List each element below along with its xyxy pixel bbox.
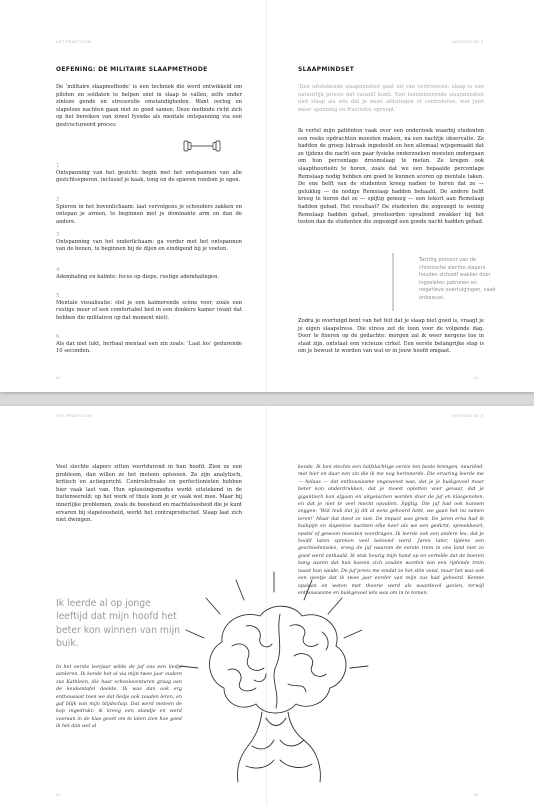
step-6 <box>56 333 242 356</box>
step-text: Ontspanning van het gezicht: begin met het ontspannen van alle gezichtsspieren, inclusief je kaak, tong en de spieren rondom je ogen. <box>56 170 242 184</box>
folio-right: 61 <box>474 376 479 380</box>
step-number: 3 <box>56 232 60 238</box>
folio-left: 60 <box>56 376 61 380</box>
step-5 <box>56 292 242 322</box>
running-head-left: HET PRACTICUM <box>56 40 92 44</box>
section-body: Ik vertel mijn patiënten vaak over een onderzoek waarbij studenten een reeks opdrachten moesten maken, na een nachtje observatie. Ze hadden de groep lukraak ingedeeld en hen allemaal wijsgemaakt dat ze tijdens die nacht een paar fysieke onderzoeken moesten ondergaan om hun percentage droomslaap te meten. Ze kregen ook slaaptheorieën te horen, zoals dat we een bepaalde percentage Remslaap nodig hebben om goed te kunnen scoren op mentale taken. De ene helft van de studenten kreeg nadien te horen dat ze — gelukkig — de nodige Remslaap hadden behaald. De andere helft kreeg te horen dat ze — spijtig genoeg — een tekort aan Remslaap hadden gehad. Het resultaat? De studenten die zogezegd te weinig Remslaap hadden gehad, presteerden opvallend zwakker bij het testen dan de studenten die zogezegd een goede nacht hadden gehad. <box>298 128 484 226</box>
callout: Tachtig procent van de chronische slechte slapers houden zichzelf wakker door ingesleten patronen en negatieve overtuigingen, vaak onbewust. <box>419 257 496 301</box>
running-head-left: HET PRACTICUM <box>56 414 92 418</box>
dumbbell-icon <box>182 139 222 153</box>
folio-left: 62 <box>56 793 61 797</box>
body-text: Veel slechte slapers zitten voortdurend in hun hoofd. Zien ze een probleem, dan willen ze het meteen oplossen. Ze zijn analytisch, kritisch en actiegericht. Controlefreaks en perfectionisten hebben hier vaak last van. Hun oplossingsmodus werkt uitstekend in de buitenwereld: op het werk of thuis kom je er vaak wel mee. Maar bij innerlijke problemen, zoals de boosheid en machteloosheid die je kunt ervaren bij slapeloosheid, werkt het contraproductief. Slaap laat zich niet dwingen. <box>56 464 242 524</box>
step-text: Ontspanning van het onderlichaam: ga verder met het ontspannen van de benen, te beginnen bij de dijen en eindigend bij je voeten. <box>56 239 242 253</box>
spread-top <box>0 0 534 392</box>
exercise-heading: OEFENING: DE MILITAIRE SLAAPMETHODE <box>56 66 208 73</box>
spread-bottom <box>0 406 534 805</box>
step-4 <box>56 266 242 281</box>
running-head-right: HOOFDSTUK 3 <box>452 40 484 44</box>
step-number: 5 <box>56 293 60 299</box>
story-text-continued: kende. Ik ben slechts een halfslachtige versie ten beste brengen, neuriënd, met hier en daar een zin die ik me nog herinnerde. Die ervaring leerde me — helaas — dat enthousiasme ongewenst was, dat je je buikgevoel maar beter kon onderdrukken, dat je moest opletten voor gevaar, dat je gigantisch kon afgaan en uitgelachen worden door de juf en klasgenoten, en dat je niet te veel mocht opvallen. Spijtig. Die juf had ook kunnen zeggen: ‘Wat leuk dat jij dit al eens gehoord hebt, we gaan het nu samen leren!’ Maar dat deed ze niet. De impact was groot. De jaren erna had ik buikpijn en slapeloze nachten elke keer als we een gedicht, spreekbeurt, opstel of gewoon moesten voordragen. Ik leerde ook een andere les: dat je hoofd laten spreken veel beloond werd. Jaren later, tijdens een geschiedenisles, vroeg de juf waarom de eerste trein in ons land niet zo goed werd onthaald. Ik stak heurig mijn hand op en vertelde dat de boeren bang waren dat hun koeien zich zouden worden van een rijdende trein naast hun weide. De juf prees me omdat ze het slim vond, maar het was ook een weetje dat ik twee jaar eerder van mijn zus had gehoord. Kennis opslaan en weten met theorie werd als waardevol gezien, terwijl enthousiasme en buikgevoel iets was om in te tomen. <box>298 465 484 596</box>
story-text: In het eerste leerjaar wilde de juf ons een liedje aanleren. Ik kende het al via mijn twee jaar oudere zus Kathleen, die haar schoolavonturen graag aan de keukentafel deelde. Ik was dan ook erg enthousiast toen we dat liedje ook zouden leren, en gaf blijk van mijn blijdschap. Dat werd meteen de kop ingedrukt: ik kreeg een standje en werd vooraan in de klas gezet om te laten zien hoe goed ik het dan wel al <box>56 665 182 730</box>
step-2 <box>56 196 242 226</box>
step-text: Spieren in het bovenlichaam: laat vervolgens je schouders zakken en ontspan je armen, te beginnen met je dominante arm en dan de andere. <box>56 204 242 225</box>
callout-bar <box>392 253 394 311</box>
folio-right: 63 <box>474 793 479 797</box>
step-number: 2 <box>56 197 60 203</box>
step-number: 4 <box>56 267 60 273</box>
step-number: 6 <box>56 334 60 340</box>
exercise-intro: De ‘militaire slaapmethode’ is een techniek die werd ontwikkeld om piloten en soldaten te helpen snel in slaap te vallen, zelfs onder zinloze gende en stressvolle omstandigheden. Want oorlog en slapeloze nachten gaan niet zo goed samen. Deze methode richt zich op het bereiken van zowel fysieke als mentale ontspanning via een gestructureerd proces: <box>56 84 242 128</box>
step-text: Ademhaling en kalmte: focus op diepe, rustige ademhalingen. <box>56 274 220 280</box>
step-1 <box>56 162 242 185</box>
brain-illustration <box>176 570 372 784</box>
step-number: 1 <box>56 163 60 169</box>
section-intro: ‘Een uitstekende slaapmindset gaat uit van vertrouwen: slaap is een natuurlijk proces dat vanzelf komt. Een belemmerende slaapmindset niet slaap als iets dat je moet afdwingen of controleren, wat juist meer spanning en frustratie oproept.’ <box>298 84 484 113</box>
section-body-2: Zodra je overtuigd bent van het feit dat je slaap niet goed is, vraagt je je eigen slaapstress. Die stress zet de toon voor de volgende dag. Door te fixeren op de gedachte: morgen zal ik weer nergens toe in staat zijn, ontstaat een vicieuze cirkel. Een eerste belangrijke stap is om je bewust te worden van wat er in jouw hoofd omgaat. <box>298 318 484 355</box>
step-text: Mentale visualisatie: stel je een kalmerende scène voor, zoals een rustige meer of een comfortabel bed in een donkere kamer (want dat hebben die militairen op dat moment niet). <box>56 300 242 321</box>
step-3 <box>56 231 242 254</box>
section-heading: SLAAPMINDSET <box>298 66 355 73</box>
gutter <box>266 0 267 392</box>
step-text: Als dat niet lukt, herhaal mentaal een zin zoals: ‘Laat los’ gedurende 10 seconden. <box>56 341 242 355</box>
running-head-right: HOOFDSTUK 3 <box>452 414 484 418</box>
pull-quote: Ik leerde al op jonge leeftijd dat mijn hoofd het beter kon winnen van mijn buik. <box>56 598 181 650</box>
